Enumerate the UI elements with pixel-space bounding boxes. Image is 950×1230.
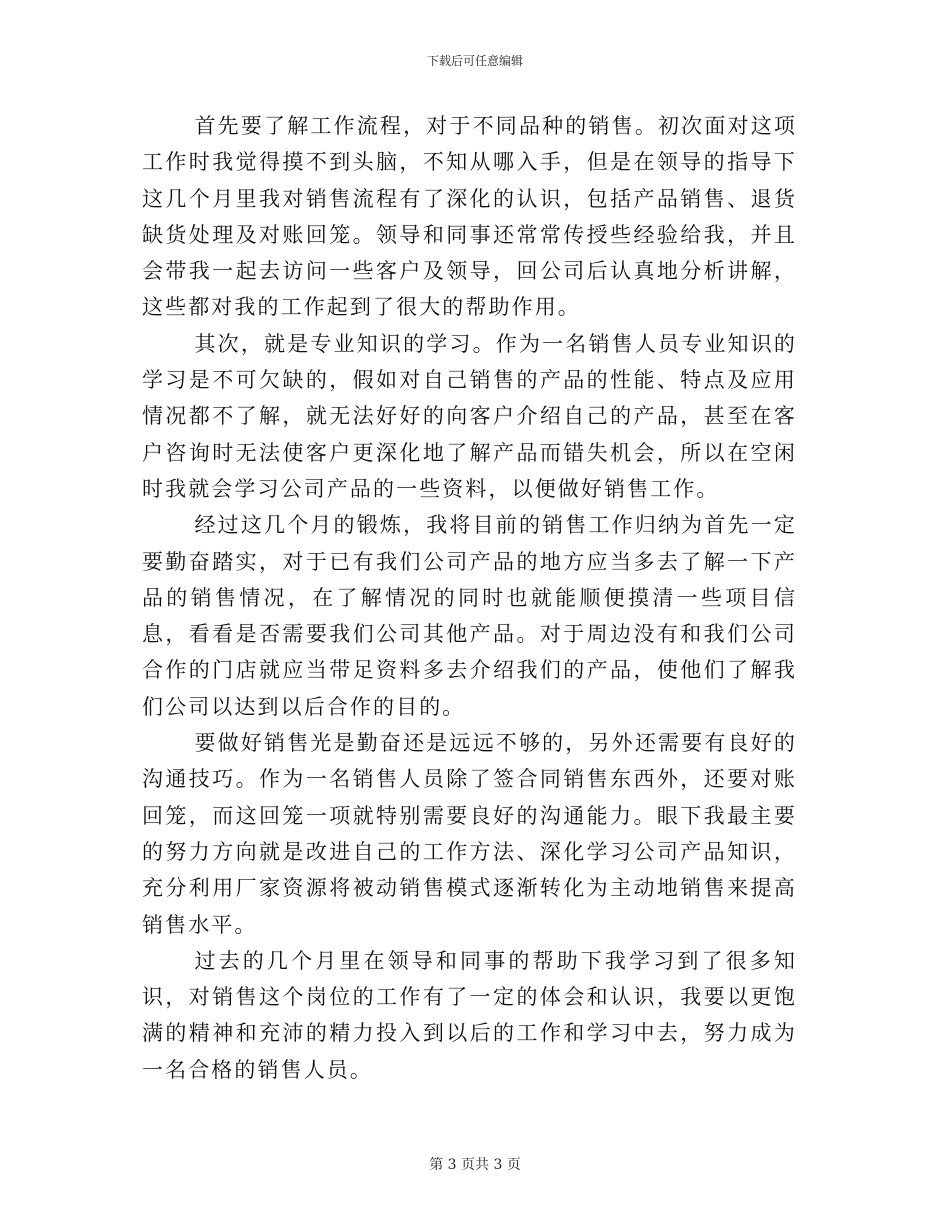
paragraph: 过去的几个月里在领导和同事的帮助下我学习到了很多知识，对销售这个岗位的工作有了一定的体会和认识，我要以更饱满的精神和充沛的精力投入到以后的工作和学习中去，努力成为一名合格的销售人员。 [142,948,797,1082]
page-header: 下载后可任意编辑 [426,54,523,68]
paragraph: 首先要了解工作流程，对于不同品种的销售。初次面对这项工作时我觉得摸不到头脑，不知从哪入手，但是在领导的指导下这几个月里我对销售流程有了深化的认识，包括产品销售、退货缺货处理及对账回笼。领导和同事还常常传授些经验给我，并且会带我一起去访问一些客户及领导，回公司后认真地分析讲解，这些都对我的工作起到了很大的帮助作用。 [142,114,797,320]
document-body [142,108,797,1088]
paragraph: 其次，就是专业知识的学习。作为一名销售人员专业知识的学习是不可欠缺的，假如对自己销售的产品的性能、特点及应用情况都不了解，就无法好好的向客户介绍自己的产品，甚至在客户咨询时无法使客户更深化地了解产品而错失机会，所以在空闲时我就会学习公司产品的一些资料，以便做好销售工作。 [142,331,797,501]
paragraph: 经过这几个月的锻炼，我将目前的销售工作归纳为首先一定要勤奋踏实，对于已有我们公司产品的地方应当多去了解一下产品的销售情况，在了解情况的同时也就能顺便摸清一些项目信息，看看是否需要我们公司其他产品。对于周边没有和我们公司合作的门店就应当带足资料多去介绍我们的产品，使他们了解我们公司以达到以后合作的目的。 [142,513,797,719]
page-number: 第 3 页共 3 页 [429,1157,521,1173]
paragraph: 要做好销售光是勤奋还是远远不够的，另外还需要有良好的沟通技巧。作为一名销售人员除了签合同销售东西外，还要对账回笼，而这回笼一项就特别需要良好的沟通能力。眼下我最主要的努力方向就是改进自己的工作方法、深化学习公司产品知识，充分利用厂家资源将被动销售模式逐渐转化为主动地销售来提高销售水平。 [142,731,797,937]
